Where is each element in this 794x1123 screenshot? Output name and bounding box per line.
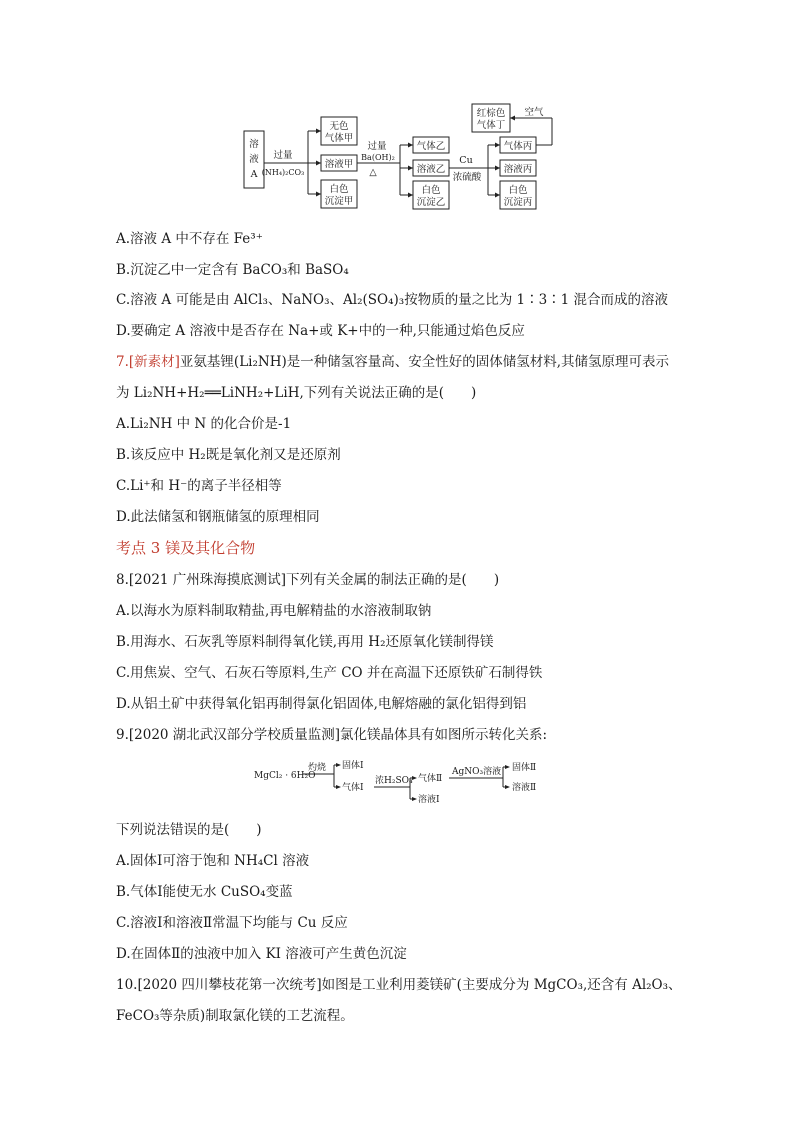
diagram-solution-a-2: 液 [249,154,259,165]
q8-option-c: C.用焦炭、空气、石灰石等原料,生产 CO 并在高温下还原铁矿石制得铁 [116,665,543,681]
q9-diagram-gas2: 气体Ⅱ [418,774,443,784]
diagram-ppt-a-1: 白色 [329,184,349,195]
q7-stem-text: 亚氨基锂(Li₂NH)是一种储氢容量高、安全性好的固体储氢材料,其储氢原理可表示 [179,354,670,370]
q8-stem: 8.[2021 广州珠海摸底测试]下列有关金属的制法正确的是( ) [116,572,500,588]
q6-option-c: C.溶液 A 可能是由 AlCl₃、NaNO₃、Al₂(SO₄)₃按物质的量之比为 1∶3∶1 混合而成的溶液 [116,292,669,308]
diagram-filtrate-a: 溶液甲 [324,159,354,170]
diagram-filtrate-b: 溶液乙 [416,164,446,175]
q7-option-b: B.该反应中 H₂既是氧化剂又是还原剂 [116,447,341,463]
q6-option-b: B.沉淀乙中一定含有 BaCO₃和 BaSO₄ [116,262,349,278]
q8-option-a: A.以海水为原料制取精盐,再电解精盐的水溶液制取钠 [116,603,432,619]
diagram-red-gas-2: 气体丁 [476,120,506,131]
diagram-filtrate-c: 溶液丙 [503,164,533,175]
diagram-heat-symbol: △ [369,167,377,178]
q8-option-d: D.从铝土矿中获得氧化铝再制得氯化铝固体,电解熔融的氯化铝得到铝 [116,696,527,712]
q9-option-c: C.溶液Ⅰ和溶液Ⅱ常温下均能与 Cu 反应 [116,915,348,931]
q9-diagram-start: MgCl₂ · 6H₂O [254,771,316,781]
q7-option-a: A.Li₂NH 中 N 的化合价是-1 [116,416,292,432]
diagram-reagent2-b: Ba(OH)₂ [361,153,395,162]
diagram-reagent3-b: 浓硫酸 [452,172,482,183]
q10-stem-line2: FeCO₃等杂质)制取氯化镁的工艺流程。 [116,1008,354,1024]
diagram-reagent3-a: Cu [459,155,473,166]
q9-diagram-solid2: 固体Ⅱ [512,763,537,773]
diagram-solution-a-3: A [250,169,258,180]
q9-diagram-step2: 浓H₂SO₄ [375,776,413,786]
q9-option-b: B.气体Ⅰ能使无水 CuSO₄变蓝 [116,884,293,900]
q9-stem: 9.[2020 湖北武汉部分学校质量监测]氯化镁晶体具有如图所示转化关系: [116,727,548,743]
diagram-reagent1-a: 过量 [273,150,293,161]
q9-question: 下列说法错误的是( ) [116,822,262,838]
q9-diagram-solid1: 固体Ⅰ [342,761,364,771]
diagram-gas-a-2: 气体甲 [324,133,354,144]
q9-option-d: D.在固体Ⅱ的浊液中加入 KI 溶液可产生黄色沉淀 [116,946,407,962]
q9-diagram-sol1: 溶液Ⅰ [418,795,440,805]
diagram-ppt-c-1: 白色 [508,185,528,196]
q6-option-d: D.要确定 A 溶液中是否存在 Na+或 K+中的一种,只能通过焰色反应 [116,323,525,339]
q9-diagram-step3: AgNO₃溶液 [452,767,502,777]
diagram-ppt-b-1: 白色 [421,185,441,196]
diagram-reagent1-b: (NH₄)₂CO₃ [261,168,305,177]
q8-option-b: B.用海水、石灰乳等原料制得氧化镁,再用 H₂还原氧化镁制得镁 [116,634,494,650]
solution-a-flow-diagram [0,0,794,220]
q9-diagram-gas1: 气体Ⅰ [342,783,364,793]
diagram-air: 空气 [524,107,544,118]
diagram-ppt-b-2: 沉淀乙 [416,197,446,208]
q7-option-d: D.此法储氢和钢瓶储氢的原理相同 [116,509,320,525]
q9-option-a: A.固体Ⅰ可溶于饱和 NH₄Cl 溶液 [116,853,310,869]
q9-diagram-step1: 灼烧 [308,763,327,773]
section-heading-magnesium: 考点 3 镁及其化合物 [116,539,256,557]
diagram-gas-b: 气体乙 [416,141,446,152]
diagram-reagent2-a: 过量 [367,141,387,152]
diagram-gas-c: 气体丙 [503,141,533,152]
diagram-red-gas-1: 红棕色 [476,108,506,119]
q7-stem-line2: 为 Li₂NH+H₂══LiNH₂+LiH,下列有关说法正确的是( ) [116,385,477,401]
q10-stem-line1: 10.[2020 四川攀枝花第一次统考]如图是工业利用菱镁矿(主要成分为 MgCO₃,还含有 Al₂O₃、 [116,977,682,993]
diagram-gas-a-1: 无色 [329,121,349,132]
diagram-solution-a-1: 溶 [249,139,259,150]
diagram-ppt-c-2: 沉淀丙 [503,197,533,208]
q9-diagram-sol2: 溶液Ⅱ [512,783,537,793]
q6-option-a: A.溶液 A 中不存在 Fe³⁺ [116,231,263,247]
mgcl2-conversion-diagram [0,755,794,815]
q7-option-c: C.Li⁺和 H⁻的离子半径相等 [116,478,282,494]
diagram-ppt-a-2: 沉淀甲 [324,196,354,207]
q7-stem-line1 [116,352,669,372]
q7-tag: 7.[新素材] [116,354,180,370]
